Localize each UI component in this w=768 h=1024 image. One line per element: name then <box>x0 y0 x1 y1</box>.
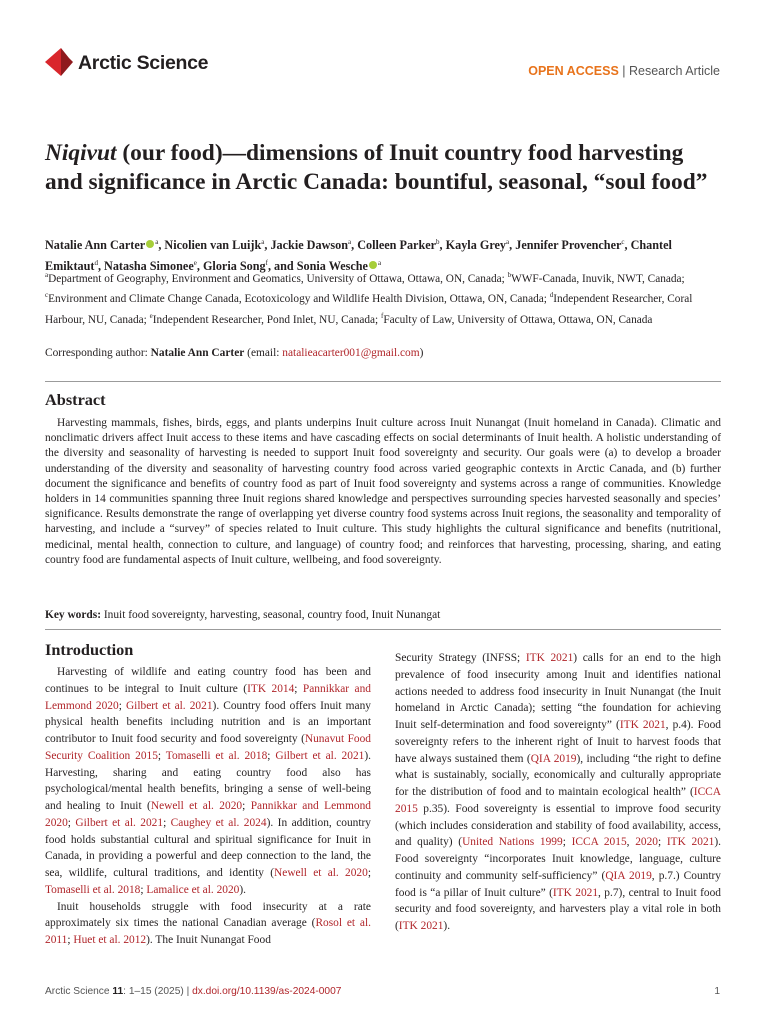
affiliation-mark: e <box>149 311 153 320</box>
footer-citation <box>45 986 341 997</box>
intro-column-right <box>395 650 721 935</box>
author-affiliation-mark: a <box>261 238 265 246</box>
author-affiliation-mark: a <box>155 238 159 246</box>
separator: | <box>618 64 629 78</box>
citation-link[interactable]: Rosol et al. 2011 <box>45 917 371 946</box>
keywords-label: Key words: <box>45 609 101 621</box>
corr-email-link[interactable]: natalieacarter001@gmail.com <box>282 347 420 359</box>
corr-label: Corresponding author: <box>45 347 151 359</box>
citation-link[interactable]: ITK 2021 <box>398 920 444 932</box>
citation-link[interactable]: Caughey et al. 2024 <box>170 816 267 829</box>
title-rest: (our food)—dimensions of Inuit country food harvesting and significance in Arctic Canada: bountiful, seasonal, “soul food” <box>45 140 708 195</box>
author-affiliation-mark: a <box>377 258 382 267</box>
author-list: Natalie Ann Carter $^a$, Nicolien van Luijk$^a$, Jackie Dawson$^a$, Colleen Parker$^b$, Kayla Grey$^a$, Jennifer Provencher$^c$, Chantel Emiktaut$^d$, Natasha Simonee$^e$, Gloria Song$^f$, and Sonia Wesche $^a$ <box>45 238 672 273</box>
keywords-text: Inuit food sovereignty, harvesting, seasonal, country food, Inuit Nunangat <box>101 609 441 621</box>
citation-link[interactable]: Gilbert et al. 2021 <box>75 816 164 829</box>
intro-paragraph-1: Harvesting of wildlife and eating country food has been and continues to be integral to Inuit culture (ITK 2014; Pannikkar and Lemmond 2020; Gilbert et al. 2021). Country food offers Inuit many physical health benefits including nutrition and is an important contributor to Inuit food security and food sovereignty (Nunavut Food Security Coalition 2015; Tomaselli et al. 2018; Gilbert et al. 2021). Harvesting, sharing and eating country food also has psychological/mental health benefits, bringing a sense of well-being and healing to Inuit (Newell et al. 2020; Pannikkar and Lemmond 2020; Gilbert et al. 2021; Caughey et al. 2024). In addition, country food holds substantial cultural and spiritual significance for Inuit in Canada, in providing a powerful and deep connection to the land, the sea, wildlife, cultural traditions, and identity (Newell et al. 2020; Tomaselli et al. 2018; Lamalice et al. 2020). <box>45 666 372 896</box>
intro-column-left <box>45 664 371 949</box>
footer-pages: : 1–15 (2025) | <box>123 986 193 997</box>
author-name: Natasha Simonee <box>104 258 194 273</box>
citation-link[interactable]: Pannikkar and Lemmond 2020 <box>45 682 371 712</box>
abstract-heading: Abstract <box>45 390 106 409</box>
citation-link[interactable]: Gilbert et al. 2021 <box>125 699 213 712</box>
orcid-icon[interactable] <box>146 240 154 248</box>
abstract-text: Harvesting mammals, fishes, birds, eggs, and plants underpins Inuit culture across Inuit Nunangat (Inuit homeland in Canada). Climatic and nonclimatic drivers affect Inuit access to these items and have cascading effects on social determinants of Inuit health. A holistic understanding of the diversity and seasonality of harvesting is needed to support Inuit food sovereignty and security. Our goals were (a) to develop a broader understanding of the diversity and seasonality of harvesting country food across varied geographic contexts in Arctic Canada, and (b) further document the significance and benefits of country food as part of Inuit food sovereignty and systems across a range of communities. Knowledge holders in 14 communities spanning three Inuit regions shared knowledge and perspectives surrounding species harvested seasonally and species’ significance. Results demonstrate the range of overlapping yet diverse country food systems across Inuit regions, the seasonality and temporality of harvesting, and include a “survey” of species related to Inuit culture. This study highlights the cultural significance and benefits (nutritional, medicinal, mental health, connection to culture, and language) of country food; and reinforces that harvesting, processing, sharing, and eating country food are fundamental aspects of Inuit culture, wellbeing, and food sovereignty. <box>45 417 721 566</box>
affiliation-mark: a <box>45 271 49 279</box>
open-access-label: OPEN ACCESS <box>528 64 619 78</box>
citation-link[interactable]: ITK 2021 <box>525 652 574 664</box>
citation-link[interactable]: ITK 2021 <box>552 886 599 899</box>
citation-link[interactable]: United Nations 1999 <box>462 836 563 849</box>
article-title <box>45 139 725 197</box>
affiliation-text: Independent Researcher, Pond Inlet, NU, Canada; <box>152 313 381 326</box>
corr-email-prefix: (email: <box>244 347 283 359</box>
affiliation-mark: b <box>507 271 512 279</box>
author-name: Kayla Grey <box>445 238 507 253</box>
citation-link[interactable]: Pannikkar and Lemmond 2020 <box>45 800 371 829</box>
author-affiliation-mark: a <box>506 238 510 246</box>
affiliation-mark: d <box>549 291 554 300</box>
citation-link[interactable]: Huet et al. 2012 <box>73 934 147 946</box>
author-name: Nicolien van Luijk <box>164 238 262 253</box>
citation-link[interactable]: Newell et al. 2020 <box>274 867 368 879</box>
author-name: Jennifer Provencher <box>515 238 622 253</box>
affiliation-text: WWF-Canada, Inuvik, NWT, Canada; <box>511 272 685 285</box>
citation-link[interactable]: ITK 2014 <box>247 682 295 695</box>
author-affiliation-mark: c <box>621 238 625 246</box>
page-number: 1 <box>714 986 720 997</box>
citation-link[interactable]: Lamalice et al. 2020 <box>146 883 240 896</box>
citation-link[interactable]: Nunavut Food Security Coalition 2015 <box>45 733 372 762</box>
author-name: Jackie Dawson <box>270 238 348 253</box>
arctic-science-logo-icon <box>45 46 75 78</box>
author-affiliation-mark: a <box>347 238 352 246</box>
author-name: Chantel Emiktaut <box>45 238 672 273</box>
affiliation-mark: f <box>380 311 384 320</box>
journal-name: Arctic Science <box>78 51 209 74</box>
author-name: Sonia Wesche <box>296 258 368 273</box>
affiliation-text: Independent Researcher, Coral Harbour, NU, Canada; <box>45 293 693 326</box>
affiliation-text: Department of Geography, Environment and Geomatics, University of Ottawa, Ottawa, ON, Canada; <box>48 272 508 285</box>
author-name: Gloria Song <box>202 258 266 273</box>
corresponding-author <box>45 347 725 359</box>
article-type: Research Article <box>628 64 720 78</box>
affiliation-text: Faculty of Law, University of Ottawa, Ottawa, ON, Canada <box>383 313 653 326</box>
citation-link[interactable]: Tomaselli et al. 2018 <box>165 749 268 762</box>
citation-link[interactable]: ITK 2021 <box>666 836 715 849</box>
affiliations <box>45 267 721 328</box>
footer-volume: 11 <box>112 986 124 997</box>
citation-link[interactable]: 2020 <box>635 836 658 849</box>
footer-journal: Arctic Science <box>45 986 113 997</box>
author-affiliation-mark: e <box>193 258 197 267</box>
affiliation-text: Environment and Climate Change Canada, Ecotoxicology and Wildlife Health Division, Ottawa, ON, Canada; <box>48 293 550 306</box>
author-affiliation-mark: f <box>265 258 268 267</box>
introduction-heading: Introduction <box>45 640 134 659</box>
journal-logo[interactable] <box>45 46 208 78</box>
citation-link[interactable]: Newell et al. 2020 <box>150 800 243 812</box>
keywords <box>45 609 721 621</box>
title-italic: Niqivut <box>45 140 117 166</box>
citation-link[interactable]: Tomaselli et al. 2018 <box>45 883 141 896</box>
corr-email-suffix: ) <box>419 347 424 359</box>
divider-top <box>45 381 721 382</box>
divider-bottom <box>45 629 721 630</box>
doi-link[interactable]: dx.doi.org/10.1139/as-2024-0007 <box>192 986 342 997</box>
author-name: Colleen Parker <box>357 238 437 253</box>
citation-link[interactable]: Gilbert et al. 2021 <box>275 749 365 762</box>
author-name: Natalie Ann Carter <box>45 238 146 253</box>
intro-paragraph-2: Inuit households struggle with food insecurity at a rate approximately six times the national Canadian average (Rosol et al. 2011; Huet et al. 2012). The Inuit Nunangat Food <box>45 900 371 946</box>
citation-link[interactable]: QIA 2019 <box>530 752 577 765</box>
citation-link[interactable]: ICCA 2015 <box>395 786 721 815</box>
citation-link[interactable]: ITK 2021 <box>619 719 666 731</box>
author-affiliation-mark: b <box>436 238 440 246</box>
citation-link[interactable]: QIA 2019 <box>605 869 652 882</box>
citation-link[interactable]: ICCA 2015 <box>571 836 627 849</box>
intro-paragraph-2-cont: Security Strategy (INFSS; ITK 2021) calls for an end to the high prevalence of food insecurity among Inuit and identifies national actions needed to address food insecurity in Inuit Nunangat (the Inuit homeland in Arctic Canada); setting “the foundation for achieving Inuit self-determination and food sovereignty” (ITK 2021, p.4). Food sovereignty refers to the inherent right of Inuit to harvest foods that have always sustained them (QIA 2019), including “the right to define what is sustainably, socially, economically and culturally appropriate for the distribution of food and to maintain ecological health” (ICCA 2015 p.35). Food sovereignty is essential to improve food security (which includes consideration and stability of food availability, access, and quality) (United Nations 1999; ICCA 2015, 2020; ITK 2021). Food sovereignty “incorporates Inuit knowledge, language, culture continuity and community self-sufficiency” (QIA 2019, p.7.) Country food is “a pillar of Inuit culture” (ITK 2021, p.7), central to Inuit food security and food sovereignty, and harvesters play a vital role in both (ITK 2021). <box>395 652 722 932</box>
corr-name: Natalie Ann Carter <box>150 347 245 359</box>
author-affiliation-mark: d <box>94 258 98 267</box>
article-type-label <box>528 64 720 78</box>
affiliation-mark: c <box>45 291 49 300</box>
